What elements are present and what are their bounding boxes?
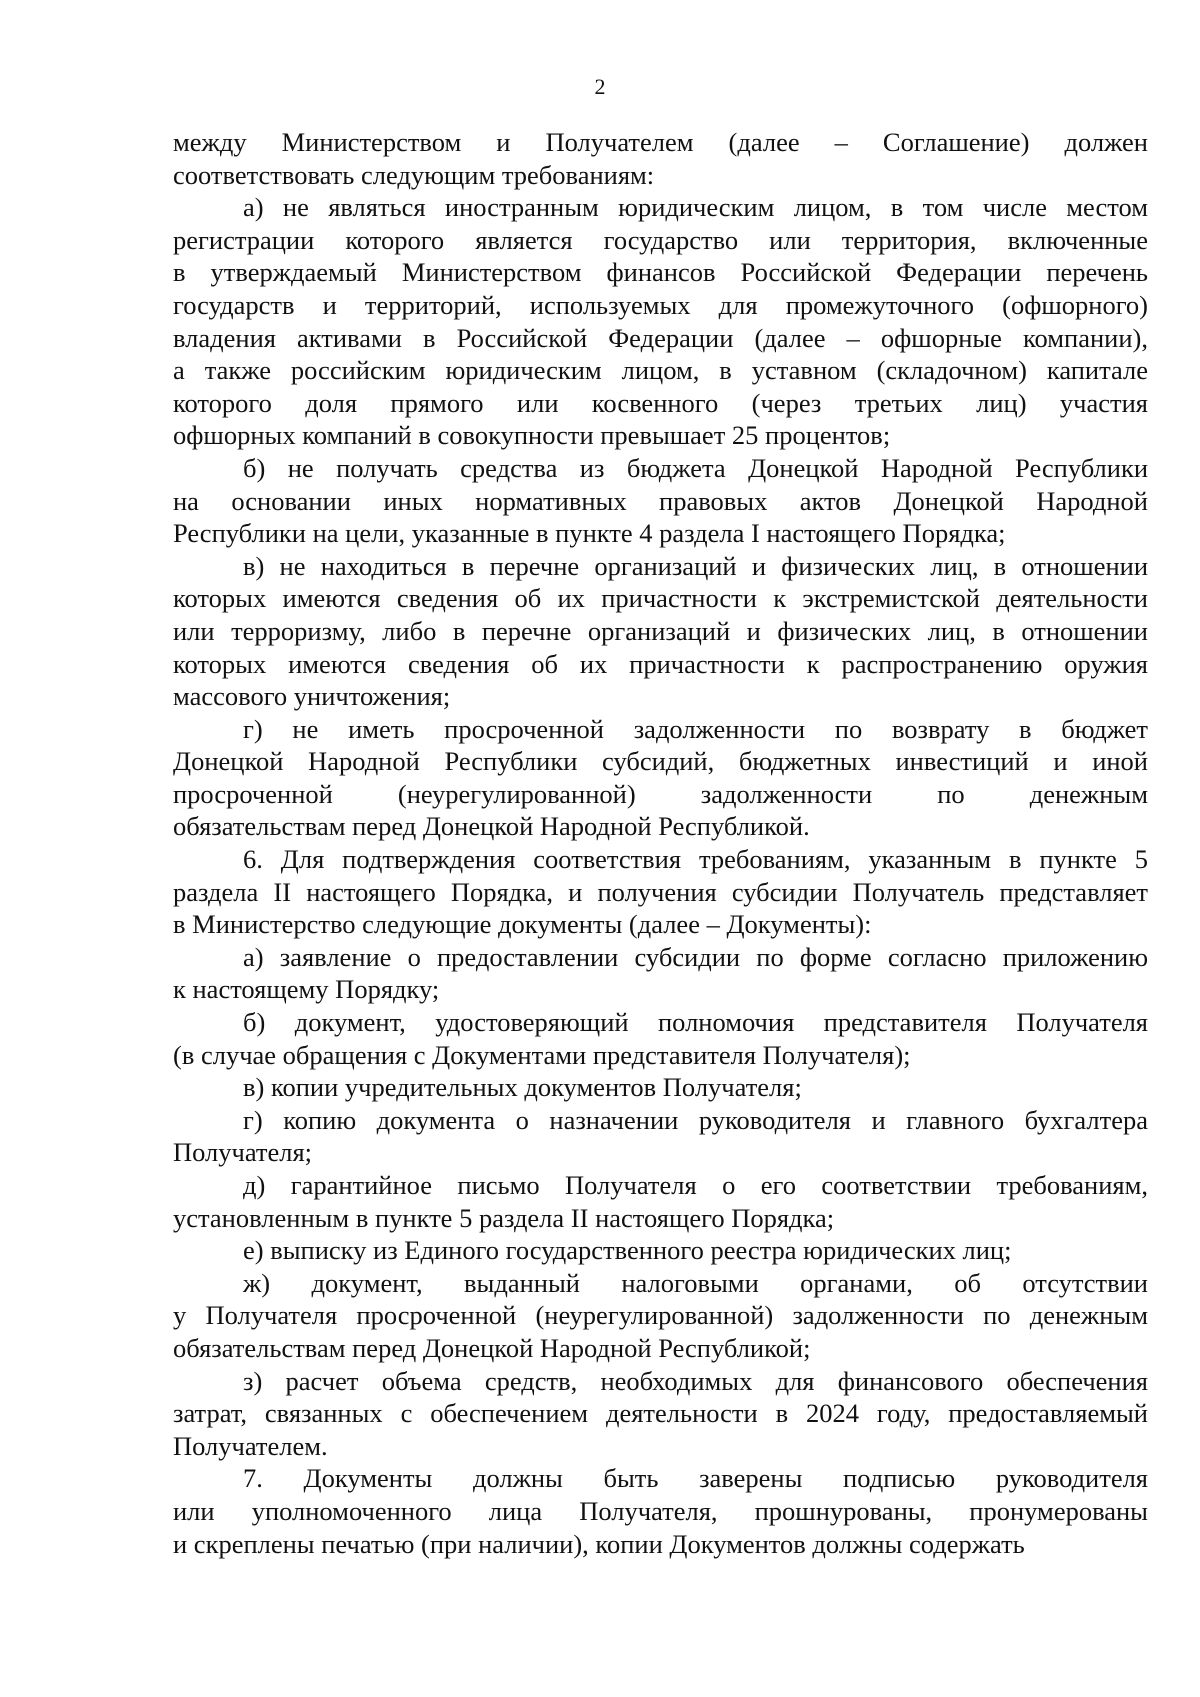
text-line: Получателем. bbox=[173, 1430, 328, 1461]
text-line: Донецкой Народной Республики субсидий, бюджетных инвестиций и иной bbox=[173, 746, 1148, 777]
paragraph bbox=[173, 1169, 1148, 1234]
text-line: д) гарантийное письмо Получателя о его соответствии требованиям, bbox=[243, 1170, 1148, 1200]
text-line: 6. Для подтверждения соответствия требованиям, указанным в пункте 5 bbox=[243, 844, 1148, 875]
paragraph bbox=[173, 1365, 1148, 1463]
text-line: в утверждаемый Министерством финансов Российской Федерации перечень bbox=[173, 257, 1148, 288]
text-line: в Министерство следующие документы (далее – Документы): bbox=[173, 909, 872, 940]
text-line: между Министерством и Получателем (далее – Соглашение) должен bbox=[173, 127, 1148, 157]
document-body bbox=[173, 126, 1148, 1560]
paragraph bbox=[173, 550, 1148, 713]
paragraph bbox=[173, 713, 1148, 843]
paragraph bbox=[173, 1267, 1148, 1365]
page-number: 2 bbox=[594, 74, 606, 99]
text-line: или уполномоченного лица Получателя, прошнурованы, пронумерованы bbox=[173, 1495, 1148, 1526]
text-line: б) не получать средства из бюджета Донецкой Народной Республики bbox=[243, 452, 1148, 483]
paragraph bbox=[173, 843, 1148, 941]
text-line: ж) документ, выданный налоговыми органами, об отсутствии bbox=[243, 1267, 1148, 1298]
text-line: государств и территорий, используемых для промежуточного (офшорного) bbox=[173, 289, 1148, 320]
text-line: просроченной (неурегулированной) задолженности по денежным bbox=[173, 778, 1148, 809]
text-line: или терроризму, либо в перечне организаций и физических лиц, в отношении bbox=[173, 615, 1148, 646]
text-line: б) документ, удостоверяющий полномочия представителя Получателя bbox=[243, 1007, 1148, 1038]
paragraph bbox=[173, 1071, 1148, 1104]
text-line: затрат, связанных с обеспечением деятельности в 2024 году, предоставляемый bbox=[173, 1398, 1148, 1429]
text-line: Республики на цели, указанные в пункте 4 раздела I настоящего Порядка; bbox=[173, 518, 1006, 549]
text-line: обязательствам перед Донецкой Народной Республикой; bbox=[173, 1332, 811, 1363]
text-line: а) заявление о предоставлении субсидии по форме согласно приложению bbox=[243, 941, 1148, 972]
text-line: регистрации которого является государство или территория, включенные bbox=[173, 224, 1148, 255]
text-line: в) не находиться в перечне организаций и физических лиц, в отношении bbox=[243, 550, 1148, 581]
paragraph bbox=[173, 191, 1148, 452]
text-line: (в случае обращения с Документами представителя Получателя); bbox=[173, 1039, 911, 1070]
text-line: 7. Документы должны быть заверены подписью руководителя bbox=[243, 1463, 1148, 1494]
paragraph bbox=[173, 1104, 1148, 1169]
paragraph bbox=[173, 1462, 1148, 1560]
text-line: на основании иных нормативных правовых актов Донецкой Народной bbox=[173, 485, 1148, 516]
text-line: з) расчет объема средств, необходимых для финансового обеспечения bbox=[243, 1365, 1148, 1396]
text-line: которого доля прямого или косвенного (через третьих лиц) участия bbox=[173, 387, 1148, 418]
paragraph bbox=[173, 1006, 1148, 1071]
text-line: к настоящему Порядку; bbox=[173, 974, 440, 1005]
text-line: владения активами в Российской Федерации (далее – офшорные компании), bbox=[173, 322, 1148, 353]
text-line: обязательствам перед Донецкой Народной Республикой. bbox=[173, 811, 810, 842]
text-line: которых имеются сведения об их причастности к экстремистской деятельности bbox=[173, 583, 1148, 614]
text-line: в) копии учредительных документов Получателя; bbox=[243, 1072, 802, 1103]
text-line: г) не иметь просроченной задолженности по возврату в бюджет bbox=[243, 713, 1148, 744]
text-line: г) копию документа о назначении руководителя и главного бухгалтера bbox=[243, 1104, 1148, 1135]
paragraph bbox=[173, 1234, 1148, 1267]
text-line: а) не являться иностранным юридическим лицом, в том числе местом bbox=[243, 192, 1148, 223]
text-line: у Получателя просроченной (неурегулированной) задолженности по денежным bbox=[173, 1300, 1148, 1331]
text-line: е) выписку из Единого государственного реестра юридических лиц; bbox=[243, 1235, 1012, 1266]
text-line: а также российским юридическим лицом, в уставном (складочном) капитале bbox=[173, 355, 1148, 386]
text-line: раздела II настоящего Порядка, и получения субсидии Получатель представляет bbox=[173, 876, 1148, 907]
text-line: соответствовать следующим требованиям: bbox=[173, 159, 655, 190]
text-line: которых имеются сведения об их причастности к распространению оружия bbox=[173, 648, 1148, 679]
paragraph bbox=[173, 126, 1148, 191]
text-line: массового уничтожения; bbox=[173, 681, 451, 712]
text-line: Получателя; bbox=[173, 1137, 313, 1168]
paragraph bbox=[173, 941, 1148, 1006]
text-line: установленным в пункте 5 раздела II настоящего Порядка; bbox=[173, 1202, 835, 1233]
text-line: и скреплены печатью (при наличии), копии Документов должны содержать bbox=[173, 1528, 1025, 1559]
text-line: офшорных компаний в совокупности превышает 25 процентов; bbox=[173, 420, 891, 451]
paragraph bbox=[173, 452, 1148, 550]
